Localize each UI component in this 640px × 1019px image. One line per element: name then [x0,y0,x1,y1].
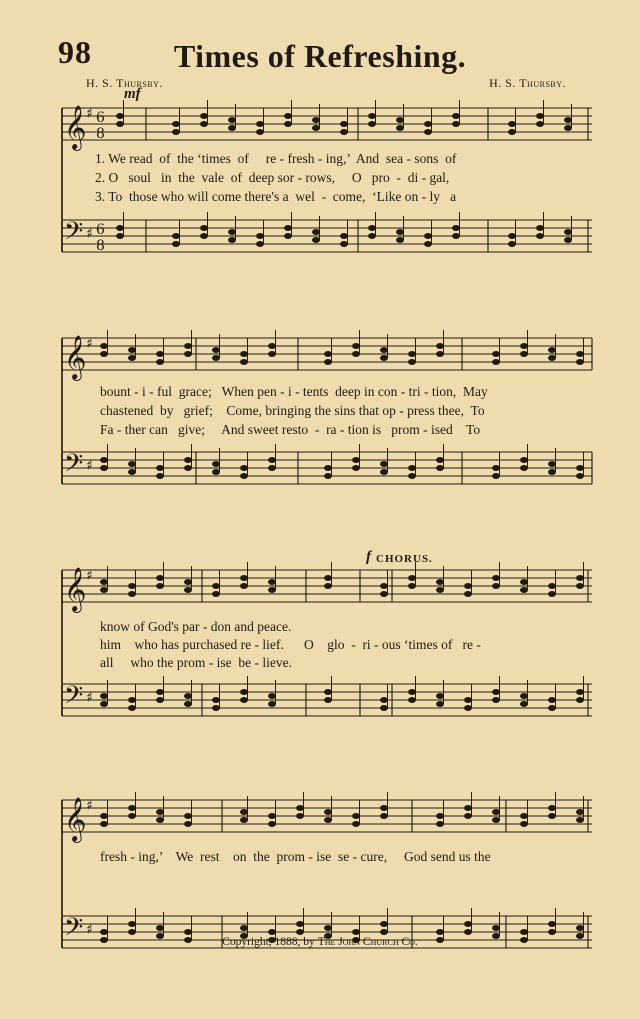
note-head [408,351,416,357]
note-head [508,233,516,239]
copyright-publisher: The John Church Co. [317,936,418,948]
note-head [564,237,572,243]
lyric-chorus: fresh - ing,’ We rest on the prom - ise se - cure, God send us the [100,849,491,864]
note-head [548,583,556,589]
note-head [548,347,556,353]
note-head [520,693,528,699]
note-head [520,701,528,707]
note-head [576,465,584,471]
hymn-title: Times of Refreshing. [173,38,467,74]
note-head [184,579,192,585]
note-head [368,225,376,231]
note-head [184,813,192,819]
note-head [128,591,136,597]
note-head [380,591,388,597]
note-head [100,701,108,707]
note-head [520,343,528,349]
note-head [312,125,320,131]
note-head [436,701,444,707]
note-head [464,921,472,927]
note-head [100,693,108,699]
note-head [184,693,192,699]
note-head [156,689,164,695]
note-head [324,359,332,365]
note-head [268,457,276,463]
note-head [368,233,376,239]
note-head [240,817,248,823]
lyric-verse-3: all who the prom - ise be - lieve. [100,655,292,670]
note-head [380,583,388,589]
note-head [268,579,276,585]
note-head [296,813,304,819]
time-signature-top: 6 [96,222,105,238]
note-head [116,121,124,127]
note-head [436,457,444,463]
note-head [324,575,332,581]
note-head [352,465,360,471]
note-head [368,121,376,127]
note-head [424,233,432,239]
note-head [436,465,444,471]
note-head [408,465,416,471]
note-head [172,241,180,247]
note-head [240,697,248,703]
note-head [340,129,348,135]
note-head [464,705,472,711]
bass-clef: 𝄢 [64,913,84,948]
note-head [100,457,108,463]
copyright-notice [0,936,640,948]
note-head [352,813,360,819]
note-head [256,233,264,239]
note-head [184,343,192,349]
note-head [228,125,236,131]
note-head [116,225,124,231]
note-head [340,233,348,239]
note-head [548,355,556,361]
note-head [284,233,292,239]
lyric-verse-1: 1. We read of the ‘times of re - fresh - ing,’ And sea - sons of [95,151,457,166]
time-signature-bottom: 8 [96,238,105,254]
note-head [536,233,544,239]
note-head [380,461,388,467]
note-head [380,355,388,361]
note-head [508,129,516,135]
note-head [380,697,388,703]
note-head [576,575,584,581]
note-head [228,229,236,235]
note-head [156,697,164,703]
note-head [312,117,320,123]
note-head [520,457,528,463]
note-head [408,697,416,703]
note-head [200,113,208,119]
note-head [240,351,248,357]
treble-clef: 𝄞 [64,335,87,379]
note-head [520,587,528,593]
note-head [464,929,472,935]
note-head [576,697,584,703]
note-head [324,689,332,695]
treble-clef: 𝄞 [64,567,87,611]
note-head [156,583,164,589]
note-head [200,121,208,127]
lyric-verse-3: 3. To those who will come there's a wel - come, ‘Like on - ly a [95,189,457,204]
note-head [284,113,292,119]
note-head [100,351,108,357]
note-head [296,929,304,935]
composer-credit: H. S. Thursby. [489,76,566,90]
note-head [268,343,276,349]
note-head [408,575,416,581]
note-head [396,229,404,235]
bass-clef: 𝄢 [64,449,84,484]
note-head [436,821,444,827]
lyric-verse-2: him who has purchased re - lief. O glo - ri - ous ‘times of re - [100,637,481,652]
note-head [212,591,220,597]
note-head [100,587,108,593]
note-head [424,121,432,127]
key-signature-sharp: ♯ [86,106,93,122]
time-signature-bottom: 8 [96,126,105,142]
note-head [212,347,220,353]
note-head [396,117,404,123]
note-head [352,457,360,463]
note-head [508,241,516,247]
key-signature-sharp: ♯ [86,568,93,584]
note-head [156,925,164,931]
dynamic-marking-mf: mf [124,86,141,102]
note-head [324,809,332,815]
note-head [200,233,208,239]
note-head [576,473,584,479]
note-head [116,233,124,239]
note-head [172,129,180,135]
note-head [340,121,348,127]
note-head [184,701,192,707]
note-head [452,121,460,127]
note-head [408,583,416,589]
note-head [548,921,556,927]
time-signature-top: 6 [96,110,105,126]
note-head [492,817,500,823]
note-head [576,583,584,589]
note-head [436,693,444,699]
note-head [324,473,332,479]
note-head [268,587,276,593]
note-head [492,351,500,357]
note-head [228,237,236,243]
note-head [268,693,276,699]
note-head [492,697,500,703]
note-head [452,233,460,239]
note-head [212,355,220,361]
note-head [548,697,556,703]
lyric-verse-1: bount - i - ful grace; When pen - i - tents deep in con - tri - tion, May [100,384,488,399]
note-head [240,473,248,479]
note-head [100,465,108,471]
note-head [212,705,220,711]
note-head [380,705,388,711]
lyricist-credit: H. S. Thursby. [86,76,163,90]
note-head [548,929,556,935]
note-head [436,929,444,935]
note-head [536,113,544,119]
note-head [184,351,192,357]
note-head [424,241,432,247]
key-signature-sharp: ♯ [86,226,93,242]
note-head [576,351,584,357]
note-head [240,925,248,931]
note-head [268,929,276,935]
note-head [172,233,180,239]
note-head [352,343,360,349]
note-head [128,813,136,819]
note-head [492,689,500,695]
note-head [576,809,584,815]
bass-clef: 𝄢 [64,217,84,252]
note-head [536,121,544,127]
note-head [228,117,236,123]
note-head [284,225,292,231]
note-head [492,575,500,581]
note-head [436,579,444,585]
note-head [564,229,572,235]
dynamic-marking-f: f [366,549,371,565]
note-head [548,461,556,467]
key-signature-sharp: ♯ [86,798,93,814]
note-head [564,117,572,123]
note-head [436,813,444,819]
key-signature-sharp: ♯ [86,458,93,474]
hymn-number: 98 [58,34,92,70]
chorus-label: CHORUS. [376,553,433,565]
note-head [464,583,472,589]
note-head [128,697,136,703]
note-head [212,583,220,589]
note-head [128,347,136,353]
note-head [156,473,164,479]
note-head [156,575,164,581]
note-head [184,821,192,827]
note-head [296,805,304,811]
note-head [116,113,124,119]
note-head [352,929,360,935]
note-head [240,465,248,471]
note-head [576,925,584,931]
note-head [156,351,164,357]
note-head [576,689,584,695]
note-head [212,697,220,703]
note-head [380,347,388,353]
note-head [100,813,108,819]
note-head [256,121,264,127]
note-head [340,241,348,247]
note-head [520,929,528,935]
note-head [184,465,192,471]
note-head [268,813,276,819]
note-head [324,697,332,703]
note-head [200,225,208,231]
note-head [268,351,276,357]
key-signature-sharp: ♯ [86,690,93,706]
note-head [548,805,556,811]
note-head [408,473,416,479]
note-head [128,705,136,711]
treble-clef: 𝄞 [64,797,87,841]
lyric-verse-2: 2. O soul in the vale of deep sor - rows, O pro - di - gal, [95,170,450,185]
note-head [520,351,528,357]
note-head [284,121,292,127]
note-head [436,351,444,357]
note-head [184,929,192,935]
copyright-prefix: Copyright, 1888, by [222,936,315,948]
note-head [368,113,376,119]
note-head [184,587,192,593]
note-head [396,237,404,243]
note-head [452,225,460,231]
note-head [156,817,164,823]
note-head [268,821,276,827]
note-head [576,817,584,823]
note-head [464,813,472,819]
note-head [492,809,500,815]
note-head [380,813,388,819]
note-head [212,469,220,475]
note-head [240,575,248,581]
key-signature-sharp: ♯ [86,922,93,938]
note-head [424,129,432,135]
note-head [240,689,248,695]
note-head [548,469,556,475]
note-head [436,343,444,349]
note-head [408,359,416,365]
note-head [492,359,500,365]
note-head [100,929,108,935]
note-head [520,821,528,827]
note-head [508,121,516,127]
note-head [128,921,136,927]
note-head [548,591,556,597]
note-head [380,921,388,927]
note-head [128,461,136,467]
note-head [184,457,192,463]
key-signature-sharp: ♯ [86,336,93,352]
note-head [520,579,528,585]
treble-clef: 𝄞 [64,105,87,149]
lyric-verse-1: know of God's par - don and peace. [100,619,292,634]
note-head [452,113,460,119]
note-head [312,229,320,235]
note-head [128,583,136,589]
note-head [324,351,332,357]
note-head [520,465,528,471]
note-head [100,343,108,349]
note-head [240,809,248,815]
note-head [396,125,404,131]
note-head [536,225,544,231]
lyric-verse-2: chastened by grief; Come, bringing the sins that op - press thee, To [100,403,485,418]
note-head [464,805,472,811]
note-head [380,469,388,475]
note-head [324,583,332,589]
note-head [352,351,360,357]
note-head [548,705,556,711]
bass-clef: 𝄢 [64,681,84,716]
note-head [256,241,264,247]
note-head [324,817,332,823]
note-head [268,701,276,707]
note-head [128,355,136,361]
note-head [408,689,416,695]
note-head [100,579,108,585]
note-head [564,125,572,131]
note-head [156,809,164,815]
note-head [464,591,472,597]
note-head [240,359,248,365]
note-head [548,813,556,819]
note-head [380,805,388,811]
note-head [324,465,332,471]
note-head [436,587,444,593]
note-head [156,465,164,471]
note-head [492,583,500,589]
note-head [492,465,500,471]
note-head [212,461,220,467]
note-head [240,583,248,589]
note-head [492,473,500,479]
note-head [492,925,500,931]
note-head [520,813,528,819]
note-head [100,821,108,827]
note-head [324,925,332,931]
note-head [256,129,264,135]
note-head [128,469,136,475]
note-head [172,121,180,127]
note-head [128,805,136,811]
note-head [156,359,164,365]
lyric-verse-3: Fa - ther can give; And sweet resto - ra - tion is prom - ised To [100,422,481,437]
note-head [312,237,320,243]
note-head [296,921,304,927]
note-head [352,821,360,827]
note-head [128,929,136,935]
note-head [464,697,472,703]
note-head [576,359,584,365]
note-head [380,929,388,935]
note-head [268,465,276,471]
